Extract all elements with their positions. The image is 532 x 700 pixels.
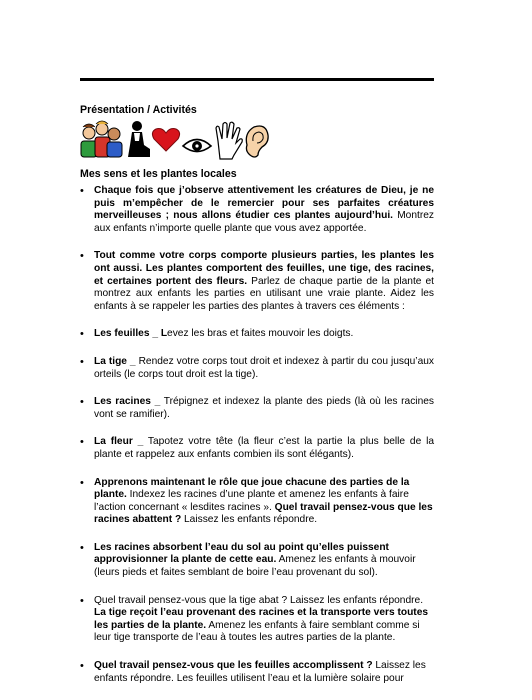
- list-item: • Quel travail pensez-vous que les feuilles accomplissent ? Laissez les enfants répondre. Les feuilles utilisent l’eau et la lumière solaire pour: [80, 660, 434, 685]
- list-item: • Les racines _ Trépignez et indexez la plante des pieds (là où les racines vont se ramifier).: [80, 396, 434, 421]
- list-item: • Les racines absorbent l’eau du sol au point qu’elles puissent approvisionner la plante de cette eau. Amenez les enfants à mouvoir (leurs pieds et faites semblant de boire l’eau provenant du sol).: [80, 542, 434, 580]
- activity-bullet-list: [80, 185, 434, 700]
- list-item: • Chaque fois que j’observe attentivement les créatures de Dieu, je ne puis m’empêcher de le remercier pour ses parfaites créatures merveilleuses ; nous allons étudier ces plantes aujourd’hui. Montrez aux enfants n’importe quelle plante que vous avez apportée.: [80, 185, 434, 235]
- ear-icon: [246, 126, 268, 157]
- lesson-title: Mes sens et les plantes locales: [80, 168, 237, 180]
- top-horizontal-rule: [80, 78, 434, 81]
- eye-icon: [183, 140, 211, 152]
- list-item: • Tout comme votre corps comporte plusieurs parties, les plantes les ont aussi. Les plantes comportent des feuilles, une tige, des racines, et certaines portent des fleurs. Parlez de chaque partie de la plante et montrez aux enfants les parties en utilisant une vraie plante. Aidez les enfants à se rappeler les parties des plantes à travers ces éléments :: [80, 250, 434, 313]
- heart-icon: [152, 129, 179, 152]
- section-label: Présentation / Activités: [80, 104, 197, 116]
- list-item: • Apprenons maintenant le rôle que joue chacune des parties de la plante. Indexez les racines d’une plante et amenez les enfants à faire l’action concernant « lesdites racines ». Quel travail pensez-vous que les racines abattent ? Laissez les enfants répondre.: [80, 477, 434, 527]
- kneeling-child-icon: [128, 121, 150, 157]
- list-item: • La fleur _ Tapotez votre tête (la fleur c’est la partie la plus belle de la plante et rappelez aux enfants combien ils sont élégants).: [80, 436, 434, 461]
- list-item: • La tige _ Rendez votre corps tout droit et indexez à partir du cou jusqu’aux orteils (le corps tout droit est la tige).: [80, 356, 434, 381]
- children-group-icon: [81, 121, 122, 157]
- senses-icon-row: [80, 119, 280, 161]
- list-item: • Les feuilles _ Levez les bras et faites mouvoir les doigts.: [80, 328, 434, 341]
- hand-icon: [216, 122, 242, 159]
- list-item: • Quel travail pensez-vous que la tige abat ? Laissez les enfants répondre. La tige reçoit l’eau provenant des racines et la transporte vers toutes les parties de la plante. Amenez les enfants à faire semblant comme si leur tige transporte de l’eau à toutes les autres parties de la plante.: [80, 595, 434, 645]
